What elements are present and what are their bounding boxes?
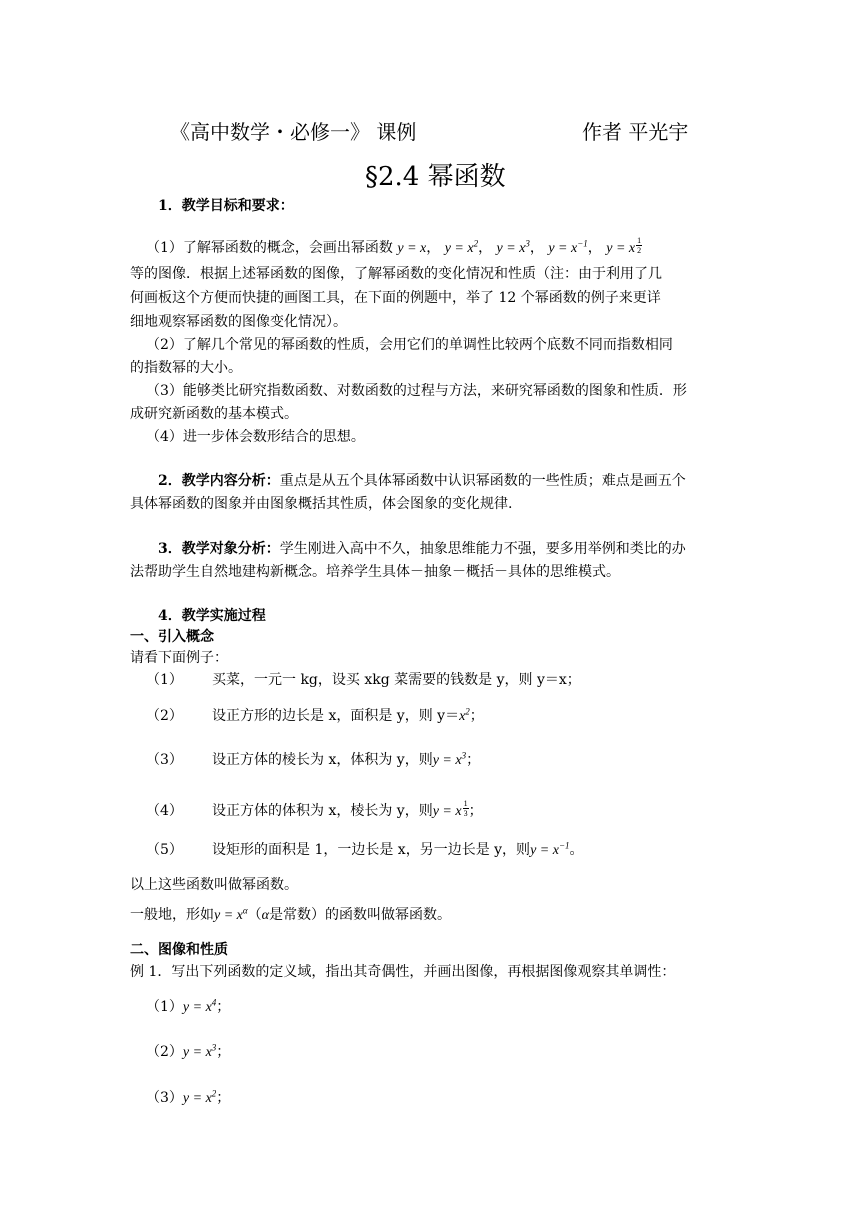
formula-y-x2: $y = x^2$ [182, 1088, 217, 1106]
formula-y-x-half: y = x $\frac{1}{2}$ [606, 236, 642, 256]
item2-line2: 的指数幂的大小。 [130, 360, 242, 376]
item4: （4）进一步体会数形结合的思想。 [146, 429, 365, 445]
author-header: 作者 平光宇 [582, 120, 689, 144]
general-mid: （ [247, 907, 262, 923]
conclusion: 以上这些函数叫做幂函数。 [130, 877, 298, 893]
ex-item-2: $(2)y = x^3$； [146, 1042, 231, 1060]
formula-y-x3: $y = x^3$ [182, 1042, 217, 1060]
item3-line2: 成研究新函数的基本模式。 [130, 406, 298, 422]
section2-line1 [158, 471, 686, 491]
example-4: （4） 设正方体的体积为 x，棱长为 y，则y = x $\frac{1}{3}$ ； [146, 799, 483, 819]
example-num: （2） [146, 708, 183, 724]
example-num: （3） [146, 752, 183, 768]
section2-line2: 具体幂函数的图象并由图象概括其性质，体会图象的变化规律. [130, 496, 513, 512]
formula-y-x2: $y = x^2$ [444, 238, 479, 256]
item1-cont-2: 何画板这个方便而快捷的画图工具，在下面的例题中，举了 12 个幂函数的例子来更详 [130, 290, 661, 306]
section1-item1: （1）了解幂函数的概念，会画出幂函数 y = x， $y = x^2$， $y = x^3$， $y = x^{-1}$， y = x $\frac{1}{2}$ [146, 236, 642, 256]
section2-heading: 2．教学内容分析： [158, 473, 280, 489]
item1-cont-3: 细地观察幂函数的图像变化情况）。 [130, 314, 347, 330]
ex-item-num: （2） [146, 1044, 183, 1060]
general-start: 一般地，形如 [130, 907, 214, 923]
alpha-symbol: α [261, 908, 269, 923]
general-end: 是常数）的函数叫做幂函数。 [268, 907, 451, 923]
example-text: 买菜，一元一 kg，设买 xkg 菜需要的钱数是 y，则 y＝x； [212, 672, 581, 688]
section3-line2: 法帮助学生自然地建构新概念。培养学生具体－抽象－概括－具体的思维模式。 [130, 564, 620, 580]
ex-item-num: （3） [146, 1090, 183, 1106]
example-text: 设正方体的棱长为 x，体积为 y，则 [212, 752, 433, 768]
general-definition [130, 905, 451, 926]
ex-item-num: （1） [146, 999, 183, 1015]
formula-y-x: y = x [397, 241, 427, 256]
example-text: 设正方形的边长是 x，面积是 y，则 y＝ [212, 708, 460, 724]
example-text: 设正方体的体积为 x，棱长为 y，则 [212, 803, 433, 819]
section3-text1: 学生刚进入高中不久，抽象思维能力不强，要多用举例和类比的办 [279, 541, 686, 557]
section1-heading: 1．教学目标和要求： [158, 198, 294, 214]
ex-item-1: $(1)y = x^4$； [146, 997, 231, 1015]
formula-y-x-1: $y = x^{-1}$ [530, 840, 570, 858]
example-num: （5） [146, 842, 183, 858]
formula-y-x3: $y = x^3$ [496, 238, 530, 256]
formula-x2: $x^2$ [459, 706, 470, 724]
formula-y-x-third: y = x $\frac{1}{3}$ [432, 799, 468, 819]
section3-line1 [158, 539, 686, 559]
formula-y-x4: $y = x^4$ [182, 997, 217, 1015]
item1-cont-1: 等的图像．根据上述幂函数的图像，了解幂函数的变化情况和性质（注：由于利用了几 [130, 266, 662, 282]
item2-line1: （2）了解几个常见的幂函数的性质，会用它们的单调性比较两个底数不同而指数相同 [146, 337, 673, 353]
section3-heading: 3．教学对象分析： [158, 541, 280, 557]
formula-y-x3: $y = x^3$ [432, 750, 467, 768]
example-text: 设矩形的面积是 1，一边长是 x，另一边长是 y，则 [212, 842, 531, 858]
item3-line1: （3）能够类比研究指数函数、对数函数的过程与方法，来研究幂函数的图象和性质．形 [146, 383, 687, 399]
course-header: 《高中数学・必修一》 课例 [170, 120, 417, 144]
intro-text: 请看下面例子： [130, 650, 228, 666]
example1-text: 例 1．写出下列函数的定义域，指出其奇偶性，并画出图像，再根据图像观察其单调性： [130, 964, 676, 980]
formula-y-x-alpha: $y = x^\alpha$ [214, 905, 248, 923]
example-num: （1） [146, 672, 183, 688]
example-3: （3） 设正方体的棱长为 x，体积为 y，则$y = x^3$； [146, 750, 481, 768]
section4-heading: 4．教学实施过程 [158, 608, 266, 624]
example-1 [146, 670, 581, 690]
section2-text1: 重点是从五个具体幂函数中认识幂函数的一些性质；难点是画五个 [279, 473, 686, 489]
part2-heading: 二、图像和性质 [130, 942, 228, 958]
ex-item-3: $(3)y = x^2$； [146, 1088, 231, 1106]
example-5: （5） 设矩形的面积是 1，一边长是 x，另一边长是 y，则$y = x^{-1}$。 [146, 840, 584, 858]
formula-y-x-1: $y = x^{-1}$ [548, 238, 588, 256]
page-title: §2.4 幂函数 [365, 162, 506, 192]
example-2: （2） 设正方形的边长是 x，面积是 y，则 $y=x^2$； [146, 706, 484, 724]
item1-text: （1）了解幂函数的概念，会画出幂函数 [146, 240, 393, 256]
part1-heading: 一、引入概念 [130, 629, 214, 645]
example-num: （4） [146, 803, 183, 819]
